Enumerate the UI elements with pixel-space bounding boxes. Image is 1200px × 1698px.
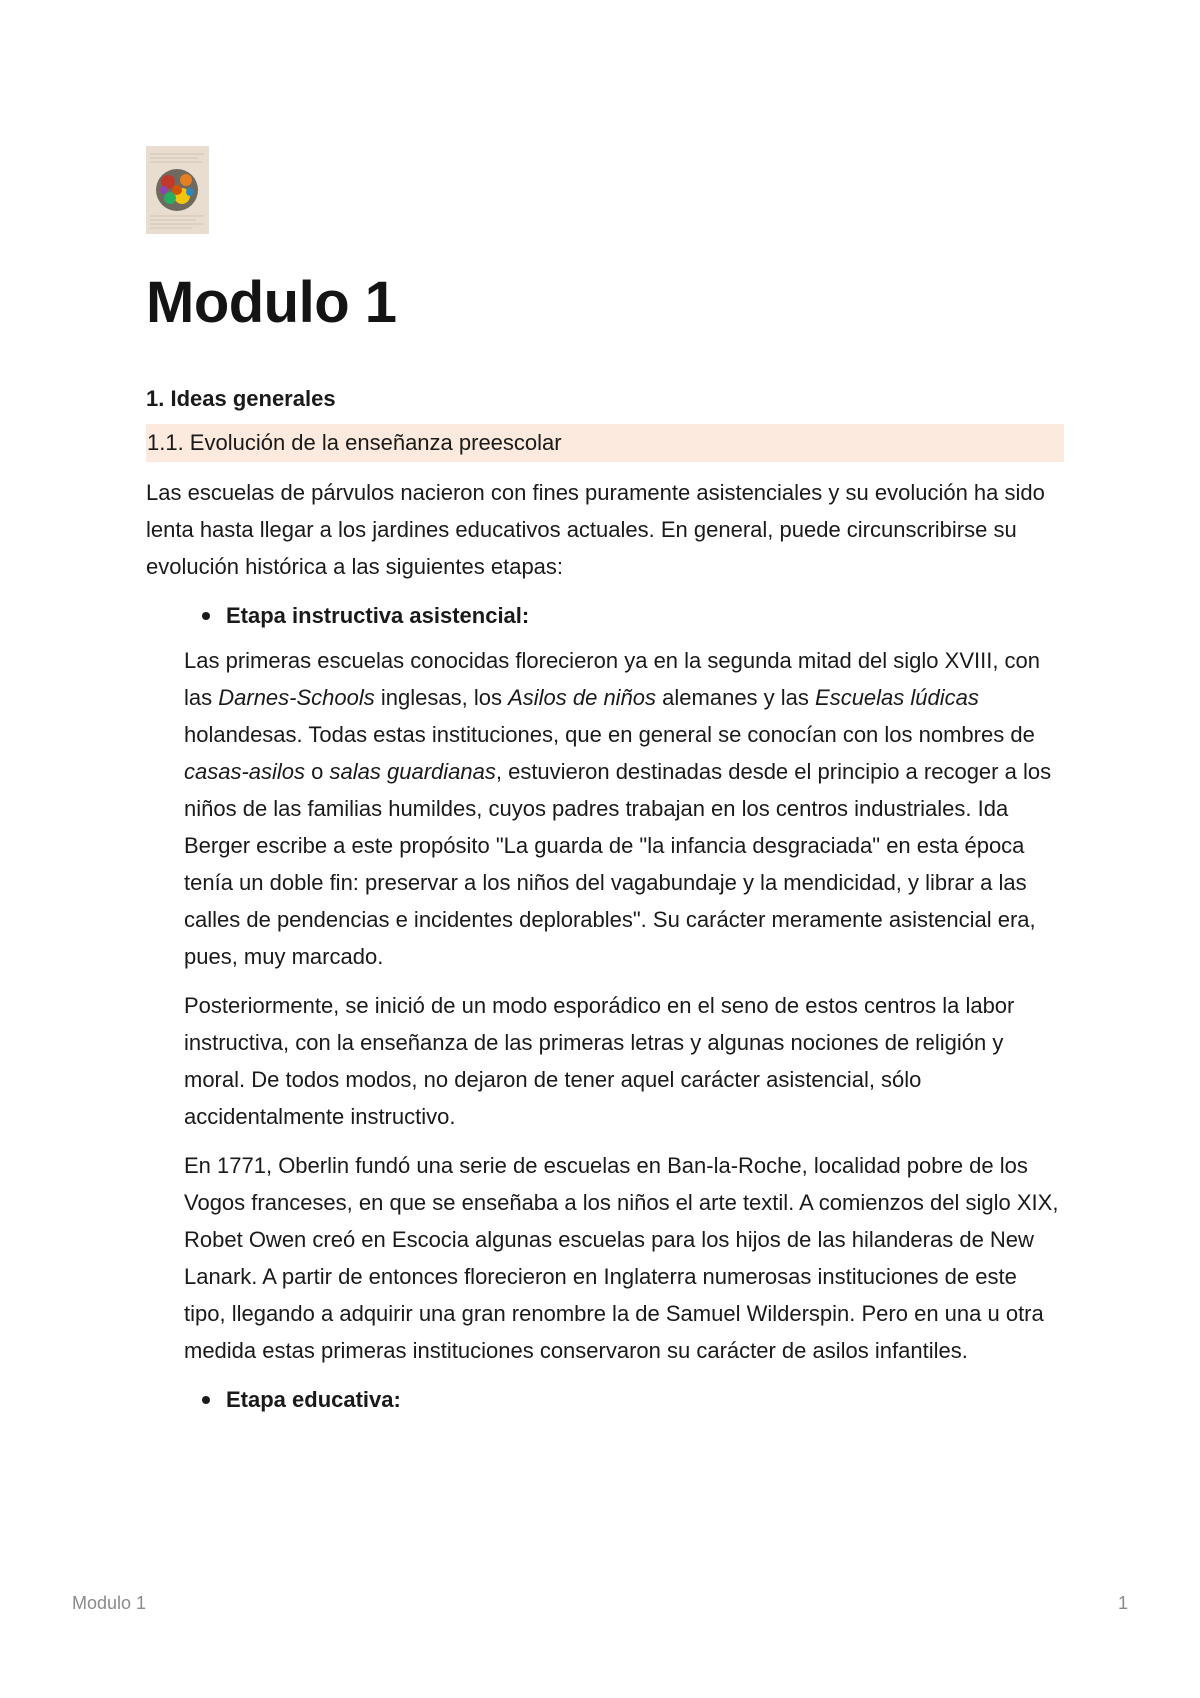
intro-paragraph: Las escuelas de párvulos nacieron con fines puramente asistenciales y su evolución ha sido lenta hasta llegar a los jardines educativos actuales. En general, puede circunscribirse su evolución histórica a las siguientes etapas:: [146, 480, 1045, 579]
bullet-icon: [202, 1396, 210, 1404]
text-run: inglesas, los: [374, 685, 509, 710]
page-title: Modulo 1: [146, 270, 397, 335]
text-run: alemanes y las: [656, 685, 816, 710]
flower-illustration-icon: [146, 146, 209, 234]
subsection-heading: 1.1. Evolución de la enseñanza preescolar: [146, 424, 1064, 462]
text-run: holandesas. Todas estas instituciones, que en general se conocían con los nombres de: [184, 722, 1035, 747]
bullet-list-2: [146, 1381, 1064, 1418]
italic-term: Darnes-Schools: [218, 685, 375, 710]
list-item: [146, 597, 1064, 634]
body-paragraph-3: En 1771, Oberlin fundó una serie de escuelas en Ban-la-Roche, localidad pobre de los Vogos franceses, en que se enseñaba a los niños el arte textil. A comienzos del siglo XIX, Robet Owen creó en Escocia algunas escuelas para los hijos de las hilanderas de New Lanark. A partir de entonces florecieron en Inglaterra numerosas instituciones de este tipo, llegando a adquirir una gran renombre la de Samuel Wilderspin. Pero en una u otra medida estas primeras instituciones conservaron su carácter de asilos infantiles.: [184, 1153, 1059, 1363]
list-item: [146, 1381, 1064, 1418]
italic-term: salas guardianas: [329, 759, 496, 784]
bullet-label: Etapa instructiva asistencial:: [226, 603, 530, 628]
italic-term: Asilos de niños: [508, 685, 657, 710]
text-run: , estuvieron destinadas desde el principio a recoger a los niños de las familias humildes, cuyos padres trabajan en los centros industriales. Ida Berger escribe a este propósito "La guarda de "la infancia desgraciada" en esta época tenía un doble fin: preservar a los niños del vagabundaje y la mendicidad, y librar a las calles de pendencias e incidentes deplorables". Su carácter meramente asistencial era, pues, muy marcado.: [184, 759, 1052, 969]
bullet-icon: [202, 612, 210, 620]
text-run: Las primeras escuelas conocidas florecieron ya en la segunda mitad del siglo XVIII, con las: [184, 648, 1041, 710]
text-run: o: [305, 759, 330, 784]
footer-title: Modulo 1: [72, 1593, 147, 1613]
page-number: 1: [1117, 1593, 1128, 1613]
bullet-list-1: [146, 597, 1064, 634]
body-paragraph-1: [146, 642, 1064, 975]
bullet-label: Etapa educativa:: [226, 1387, 401, 1412]
italic-term: casas-asilos: [184, 759, 306, 784]
body-paragraph-2: Posteriormente, se inició de un modo esporádico en el seno de estos centros la labor instructiva, con la enseñanza de las primeras letras y algunas nociones de religión y moral. De todos modos, no dejaron de tener aquel carácter asistencial, sólo accidentalmente instructivo.: [184, 993, 1015, 1129]
section-heading: 1. Ideas generales: [146, 386, 336, 411]
italic-term: Escuelas lúdicas: [815, 685, 979, 710]
document-page: [146, 146, 1064, 1426]
